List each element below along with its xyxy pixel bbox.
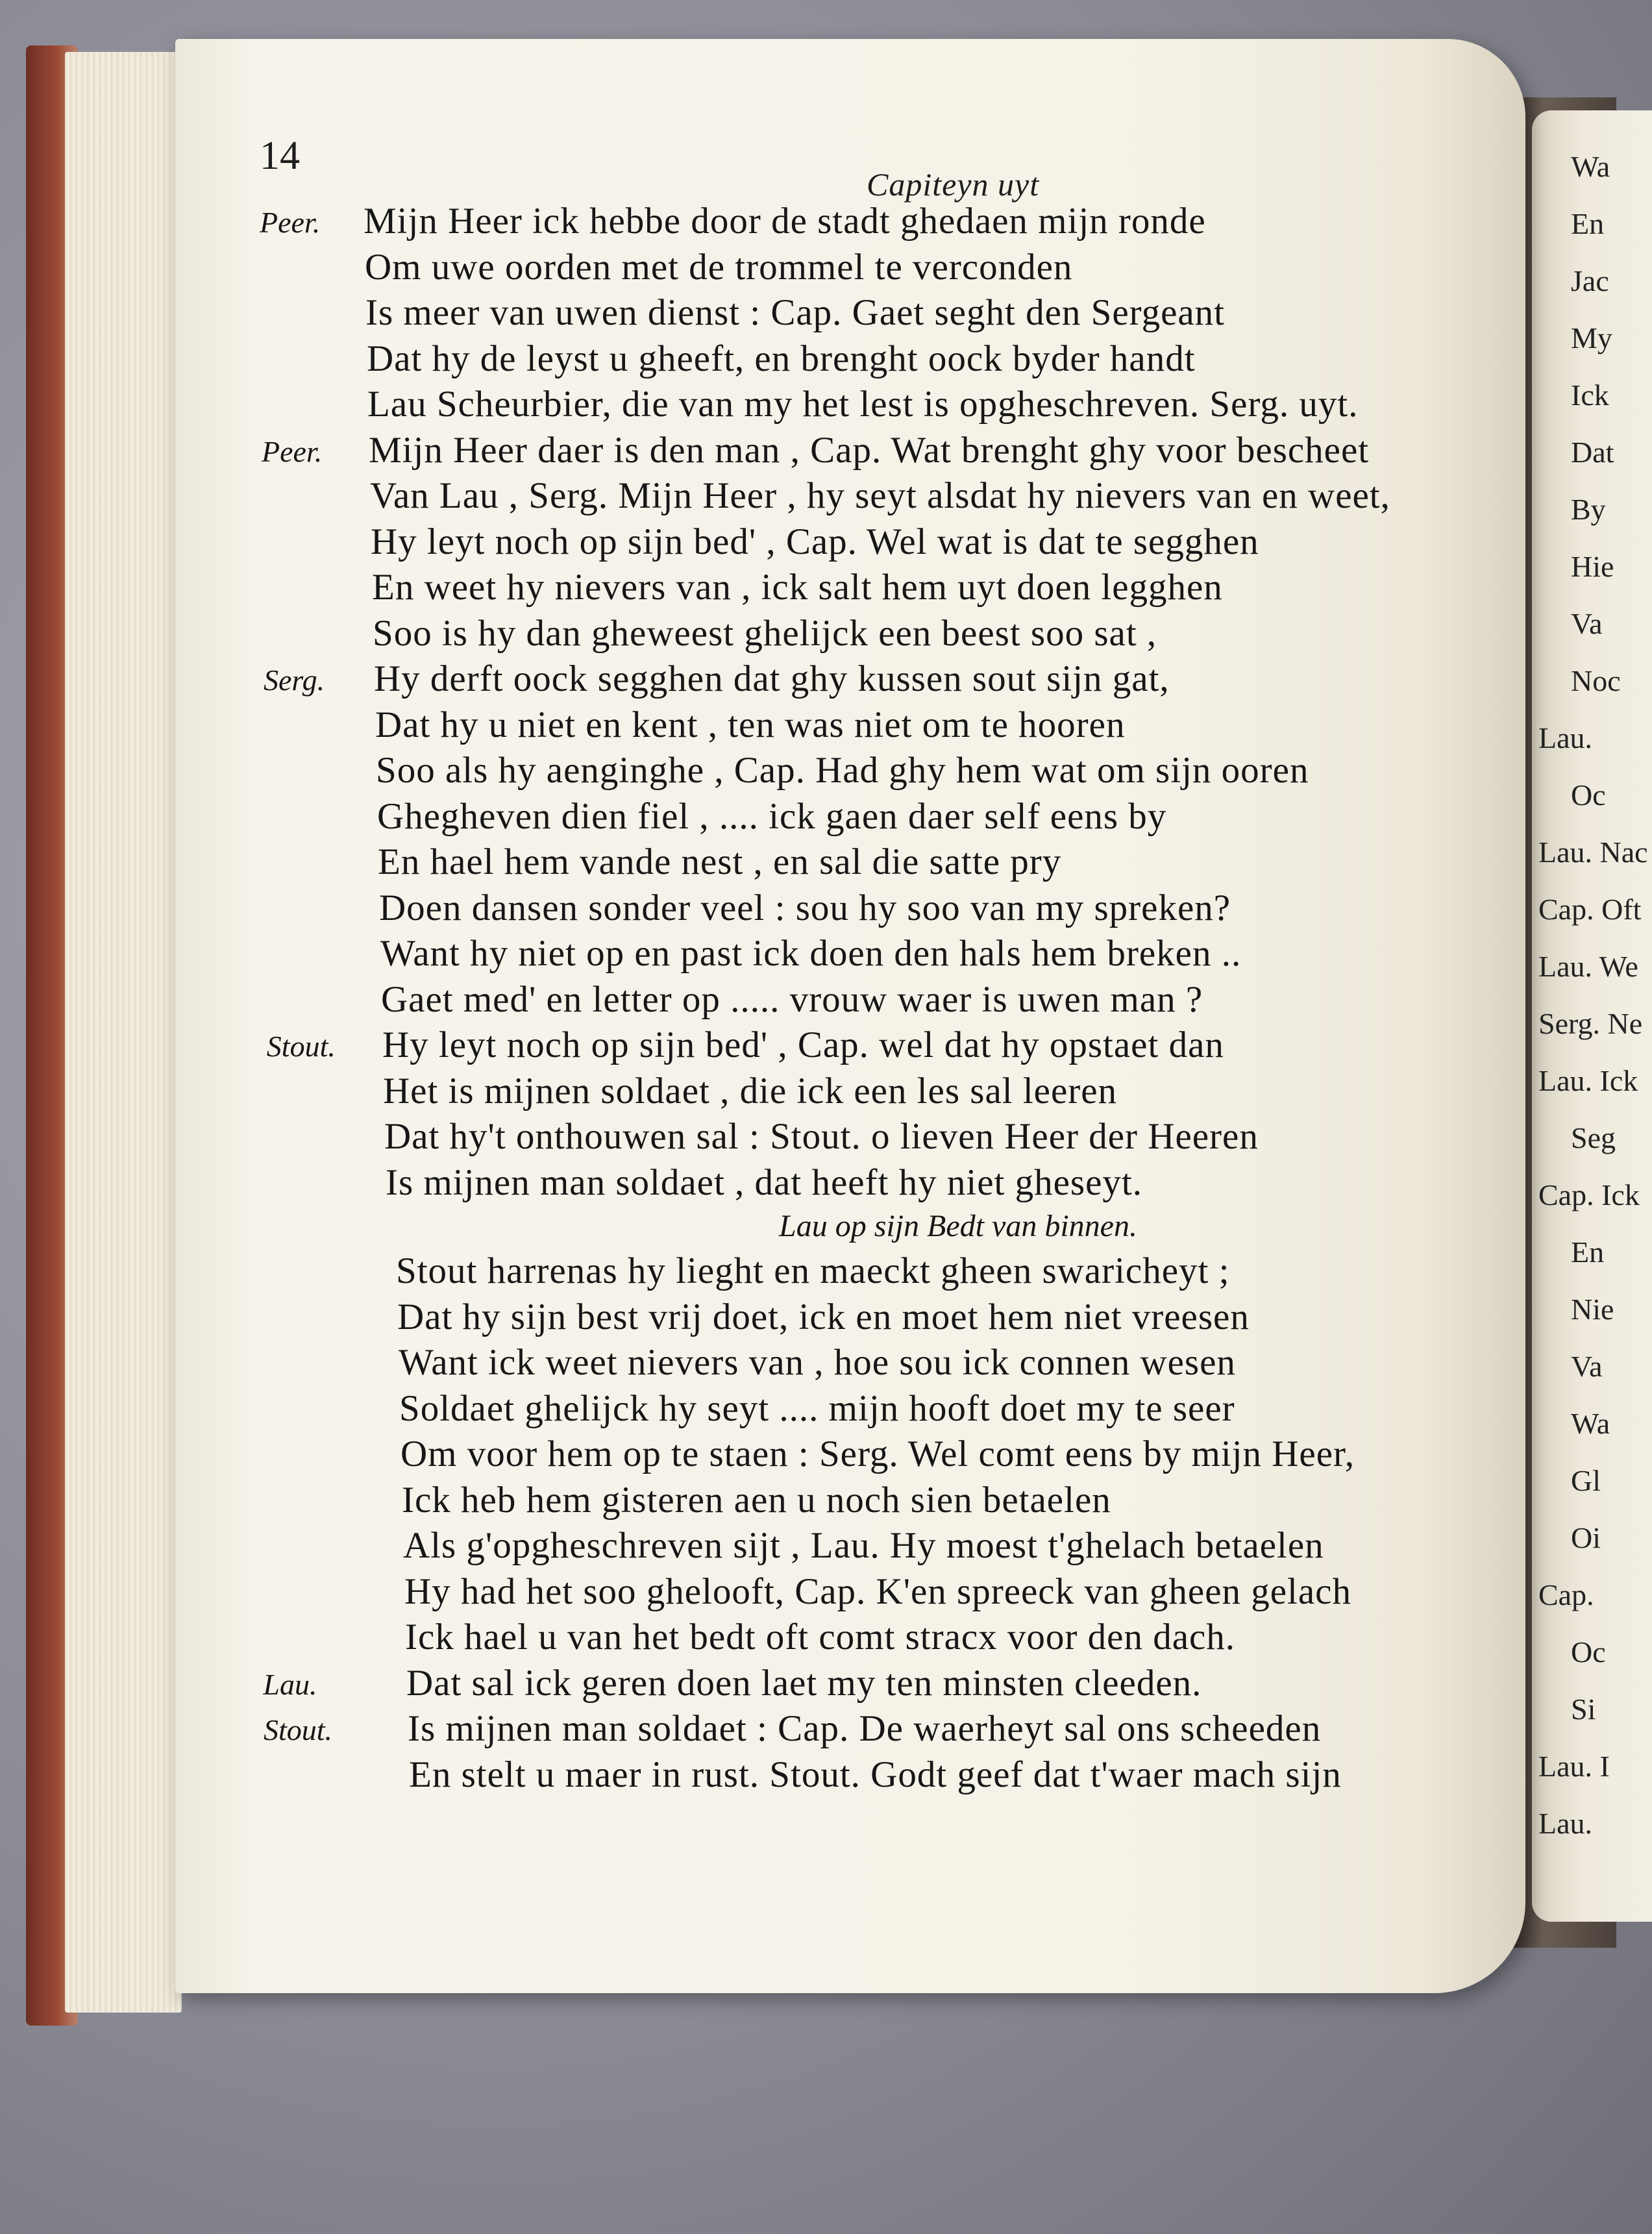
facing-page-fragment: Serg. Ne [1538,1007,1643,1040]
facing-page-fragment: Jac [1571,264,1609,297]
verse-line: Dat hy de leyst u gheeft, en brenght oock byder handt [367,338,1196,379]
facing-page-fragment: Oc [1571,1635,1606,1669]
facing-page-fragment: Lau. I [1538,1750,1610,1783]
page-number: 14 [260,134,300,178]
verse-line: Het is mijnen soldaet , die ick een les sal leeren [383,1070,1118,1111]
speaker-label: Peer. [260,206,321,239]
speaker-label: Lau. [263,1667,317,1701]
facing-page-fragment: Oi [1571,1521,1601,1554]
verse-line: Om voor hem op te staen : Serg. Wel comt eens by mijn Heer, [401,1433,1355,1474]
facing-page-fragment: Lau. Ick [1538,1064,1638,1097]
verse-line: Ick heb hem gisteren aen u noch sien betaelen [402,1479,1111,1520]
running-head: Capiteyn uyt [867,166,1040,203]
speaker-label: Serg. [264,664,325,697]
facing-page-fragment: Wa [1571,150,1610,183]
facing-page-fragment: Wa [1571,1407,1610,1440]
facing-page-fragment: Gl [1571,1464,1601,1497]
verse-line: Want ick weet nievers van , hoe sou ick connen wesen [399,1342,1236,1383]
facing-page-fragment: Seg [1571,1121,1616,1154]
verse-line: Gaet med' en letter op ..... vrouw waer is uwen man ? [381,978,1203,1020]
verse-line: Mijn Heer ick hebbe door de stadt ghedaen mijn ronde [364,201,1206,242]
verse-line: Om uwe oorden met de trommel te verconden [365,246,1073,288]
verse-line: Stout harrenas hy lieght en maeckt gheen swaricheyt ; [396,1250,1230,1291]
verse-line: Dat hy u niet en kent , ten was niet om te hooren [375,704,1126,745]
facing-page-fragment: En [1571,207,1605,240]
facing-page-fragment: Lau. Nac [1538,836,1648,869]
facing-page-fragment: Si [1571,1693,1596,1726]
verse-line: Soldaet ghelijck hy seyt .... mijn hooft doet my te seer [399,1387,1235,1429]
verse-line: Is meer van uwen dienst : Cap. Gaet seght den Sergeant [365,292,1226,333]
verse-line: Want hy niet op en past ick doen den hals hem breken .. [380,933,1242,974]
facing-page-fragment: En [1571,1235,1605,1269]
verse-line: Hy had het soo ghelooft, Cap. K'en spreeck van gheen gelach [404,1570,1351,1612]
facing-page-fragment: Lau. We [1538,950,1638,983]
verse-line: Mijn Heer daer is den man , Cap. Wat brenght ghy voor bescheet [369,429,1370,471]
facing-page-fragment: Oc [1571,778,1606,812]
facing-page-fragment: Va [1571,607,1603,640]
facing-page-fragment: Cap. Ick [1538,1178,1640,1211]
facing-page [1532,110,1652,1922]
facing-page-fragment: Nie [1571,1293,1614,1326]
facing-page-fragment: Noc [1571,664,1621,697]
page-stack-edge [65,52,182,2013]
speaker-label: Stout. [266,1030,336,1063]
verse-line: Ghegheven dien fiel , .... ick gaen daer self eens by [377,795,1167,837]
speaker-label: Stout. [264,1713,333,1746]
verse-line: Hy leyt noch op sijn bed' , Cap. Wel wat is dat te segghen [371,521,1259,562]
verse-line: Is mijnen man soldaet , dat heeft hy niet gheseyt. [386,1161,1142,1203]
verse-line: En hael hem vande nest , en sal die satte pry [378,841,1062,882]
verse-line: Als g'opgheschreven sijt , Lau. Hy moest t'ghelach betaelen [403,1525,1324,1566]
facing-page-fragment: My [1571,321,1612,354]
verse-line: Dat hy sijn best vrij doet, ick en moet hem niet vreesen [397,1296,1250,1337]
verse-line: Is mijnen man soldaet : Cap. De waerheyt sal ons scheeden [408,1708,1322,1749]
facing-page-fragment: Va [1571,1350,1603,1383]
facing-page-fragment: Cap. [1538,1578,1594,1611]
verse-line: Ick hael u van het bedt oft comt stracx voor den dach. [405,1617,1236,1657]
facing-page-fragment: Dat [1571,436,1614,469]
facing-page-fragment: By [1571,493,1606,526]
verse-line: Dat hy't onthouwen sal : Stout. o lieven Heer der Heeren [384,1116,1259,1157]
verse-line: En weet hy nievers van , ick salt hem uyt doen legghen [372,567,1223,608]
verse-line: Hy derft oock segghen dat ghy kussen sout sijn gat, [374,658,1170,699]
facing-page-fragment: Cap. Oft [1538,893,1642,926]
verse-line: Soo is hy dan gheweest ghelijck een beest soo sat , [373,612,1157,654]
verse-line: Hy leyt noch op sijn bed' , Cap. wel dat hy opstaet dan [382,1024,1224,1065]
facing-page-fragment: Hie [1571,550,1614,583]
verse-line: Dat sal ick geren doen laet my ten minsten cleeden. [406,1662,1202,1704]
verse-line: Van Lau , Serg. Mijn Heer , hy seyt alsdat hy nievers van en weet, [370,475,1390,516]
verse-line: Doen dansen sonder veel : sou hy soo van my spreken? [379,887,1231,928]
facing-page-fragment: Lau. [1538,1807,1593,1840]
verse-line: Soo als hy aenginghe , Cap. Had ghy hem wat om sijn ooren [376,750,1309,791]
verse-line: En stelt u maer in rust. Stout. Godt geef dat t'waer mach sijn [409,1754,1342,1795]
facing-page-fragment: Lau. [1538,721,1593,754]
stage-direction: Lau op sijn Bedt van binnen. [779,1209,1137,1243]
verse-line: Lau Scheurbier, die van my het lest is opgheschreven. Serg. uyt. [367,384,1359,425]
speaker-label: Peer. [262,434,323,468]
facing-page-fragment: Ick [1571,379,1609,412]
